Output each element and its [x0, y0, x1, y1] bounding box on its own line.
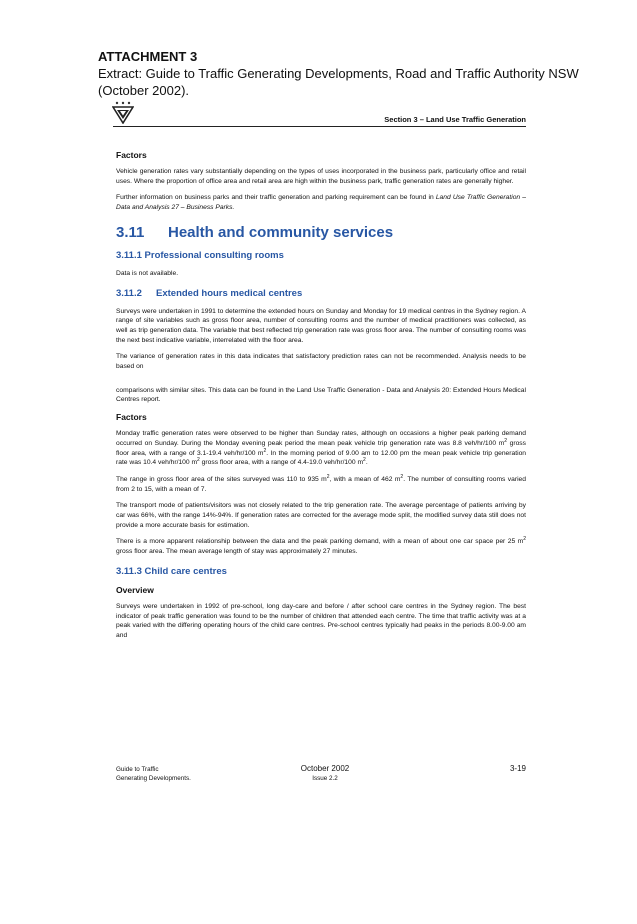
text-run: The range in gross floor area of the sites surveyed was 110 to 935 m [116, 475, 327, 483]
report-reference: Land Use Traffic Generation – Data and Analysis 27 – Business Parks. [116, 194, 526, 212]
section-header: Section 3 – Land Use Traffic Generation [384, 115, 526, 124]
superscript: 2 [326, 473, 330, 480]
footer-issue: Issue 2.2 [312, 775, 338, 782]
floor-area-paragraph [116, 475, 526, 494]
main-content [116, 150, 526, 648]
text-run: gross floor area, with a range of 3.1-19.4 veh/hr/100 m [116, 439, 526, 457]
text-run: . The number of consulting rooms varied from 2 to 15, with a mean of 7. [116, 475, 526, 493]
text-run: Monday traffic generation rates were observed to be higher than Sunday rates, although on occasions a higher peak parking demand occurred on Sunday. During the Monday evening peak period the mean peak vehicle trip generation rate was 8.8 veh/hr/100 m [116, 430, 526, 447]
comparisons-paragraph: comparisons with similar sites. This data can be found in the Land Use Traffic Generation - Data and Analysis 20: Extended Hours Medical Centres report. [116, 386, 526, 404]
section-title: Child care centres [144, 565, 227, 577]
section-3-11-2-heading [116, 288, 526, 299]
overview-heading: Overview [116, 584, 154, 595]
text-run: gross floor area, with a range of 4.4-19.0 veh/hr/100 m [199, 459, 364, 467]
further-info-text: Further information on business parks and their traffic generation and parking requirement can be found in [116, 194, 436, 202]
factors-paragraph: Vehicle generation rates vary substantially depending on the types of uses incorporated in the business park, particularly office and retail uses. Where the proportion of office area and retail area are high within the business park, traffic generation rates are generally higher. [116, 168, 526, 185]
footer-line: Guide to Traffic [116, 766, 159, 773]
further-info-paragraph [116, 193, 526, 212]
no-data-paragraph: Data is not available. [116, 269, 179, 277]
superscript: 2 [523, 536, 526, 543]
section-number: 3.11.1 [116, 249, 142, 261]
superscript: 2 [400, 473, 404, 480]
page-number: 3-19 [509, 764, 526, 773]
section-title: Health and community services [168, 223, 394, 241]
text-run: gross floor area. The mean average length of stay was approximately 27 minutes. [116, 548, 358, 556]
section-number: 3.11.2 [116, 287, 142, 299]
section-3-11-1-heading [116, 250, 526, 261]
superscript: 2 [263, 447, 267, 454]
section-title: Extended hours medical centres [156, 287, 303, 299]
section-number: 3.11.3 [116, 565, 142, 577]
monday-rates-paragraph [116, 429, 526, 468]
transport-mode-paragraph: The transport mode of patients/visitors was not closely related to the trip generation rate. The average percentage of patients arriving by car was 66%, with the range 14%-94%. If generation rates are corrected for the average mode split, the modified survey data still does not provide a more accurate basis for estimation. [116, 502, 526, 529]
factors-heading: Factors [116, 150, 147, 160]
factors-heading: Factors [116, 412, 147, 423]
surveys-paragraph: Surveys were undertaken in 1991 to determine the extended hours on Sunday and Monday for 19 medical centres in the Sydney region. A range of site variables such as gross floor area, number of consulting rooms and the number of medical practitioners was collected, as well as trip generation data. The variable that best reflected trip generation rate was gross floor area. The number of consulting rooms was the next best indicative variable, interrelated with the floor area. [116, 307, 526, 344]
text-run: , with a mean of 462 m [329, 475, 401, 483]
section-number: 3.11 [116, 223, 145, 241]
overview-paragraph: Surveys were undertaken in 1992 of pre-school, long day-care and before / after school care centres in the Sydney region. The best indicator of peak traffic generation was found to be the number of children that attended each centre. The time that traffic activity was at a peak varied with the differing operating hours of the child care centres. Pre-school centres typically had peaks in the periods 8.00-9.00 am and [116, 602, 526, 639]
attachment-title: ATTACHMENT 3 [98, 49, 198, 64]
attachment-subtitle: Extract: Guide to Traffic Generating Developments, Road and Traffic Authority NSW (October 2002). [98, 66, 579, 98]
rta-triangle-logo-icon [112, 100, 134, 124]
superscript: 2 [197, 457, 200, 464]
text-run: . [365, 459, 368, 467]
section-title: Professional consulting rooms [144, 249, 284, 261]
footer-line: Generating Developments. [116, 775, 191, 782]
text-run: . In the morning period of 9.00 am to 12.00 pm the mean peak vehicle trip generation rate was 10.4 veh/hr/100 m [116, 449, 527, 467]
section-3-11-heading [116, 224, 526, 241]
header-rule [113, 126, 526, 127]
section-3-11-3-heading [116, 566, 526, 577]
superscript: 2 [504, 437, 508, 444]
variance-paragraph: The variance of generation rates in this data indicates that satisfactory prediction rates can not be recommended. Analysis needs to be based on [116, 353, 526, 371]
superscript: 2 [363, 457, 366, 464]
footer-publication [116, 765, 191, 783]
footer-date-issue [280, 764, 370, 784]
text-run: There is a more apparent relationship between the data and the peak parking demand, with a mean of about one car space per 25 m [116, 538, 524, 546]
parking-paragraph [116, 537, 526, 556]
footer-date: October 2002 [300, 764, 350, 773]
